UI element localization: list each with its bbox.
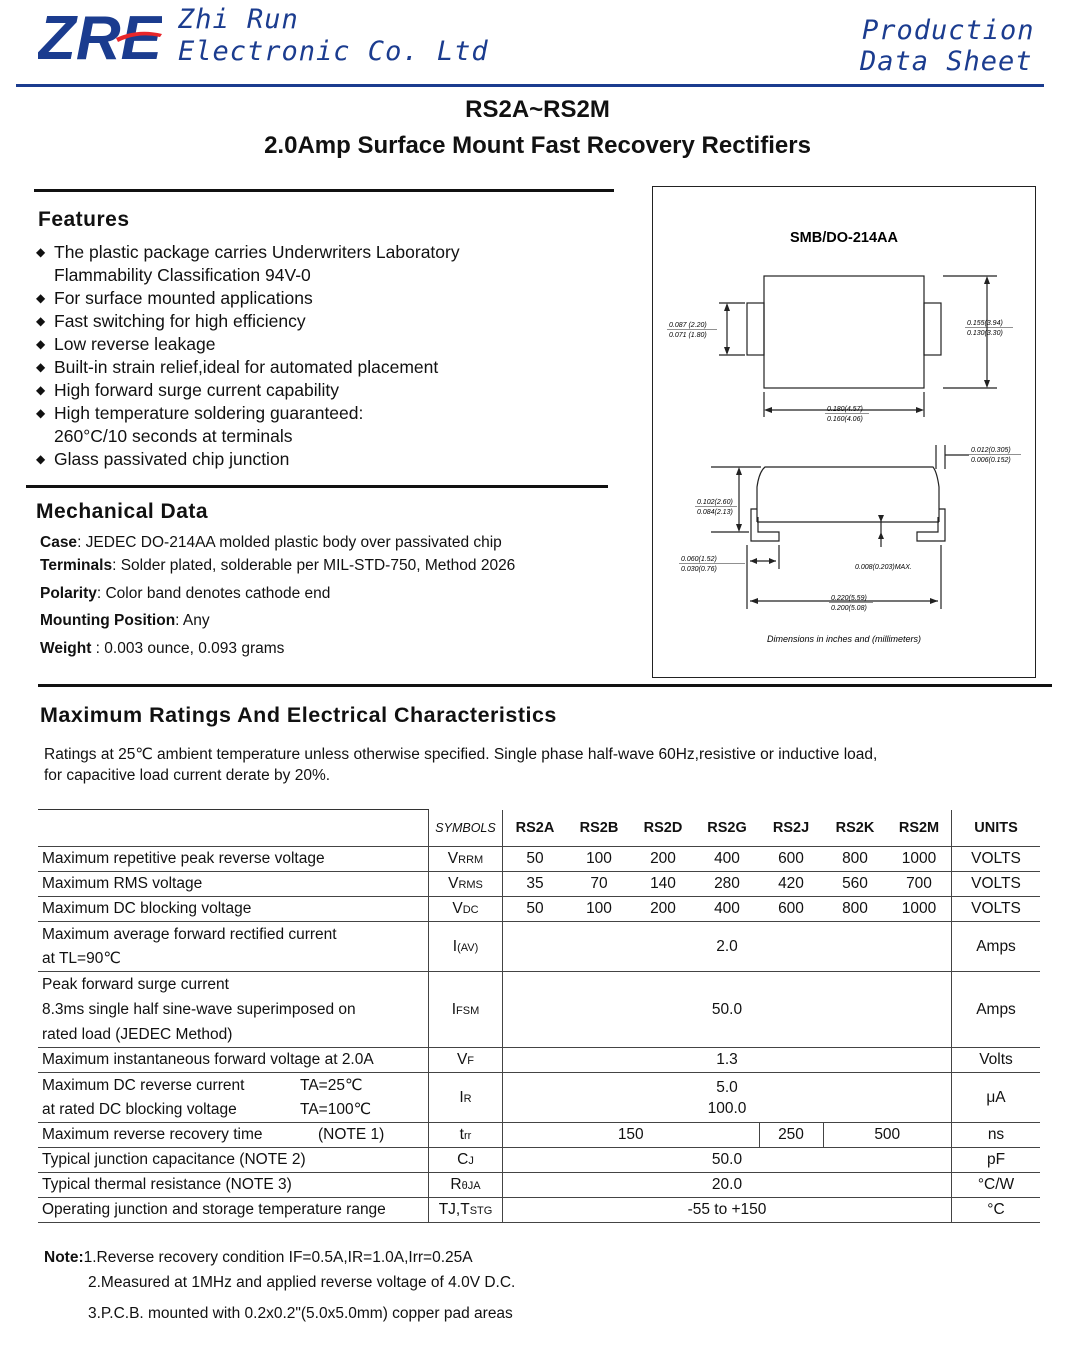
note-1: Note:1.Reverse recovery condition IF=0.5A,IR=1.0A,Irr=0.25A	[44, 1249, 473, 1266]
company-logo	[38, 4, 162, 64]
company-name-line2: Electronic Co. Ltd	[178, 36, 489, 67]
bullet-icon: ◆	[36, 406, 46, 420]
mech-weight: Weight : 0.003 ounce, 0.093 grams	[40, 640, 285, 657]
bullet-icon: ◆	[36, 245, 46, 259]
svg-text:0.220(5.59): 0.220(5.59)	[831, 595, 867, 602]
mech-case: Case: JEDEC DO-214AA molded plastic body over passivated chip	[40, 534, 502, 551]
table-row: Maximum RMS voltage VRMS 35 70 140 280 420 560 700 VOLTS	[38, 872, 1040, 897]
mechanical-heading: Mechanical Data	[36, 500, 209, 523]
table-row: Typical thermal resistance (NOTE 3) RθJA 20.0 °C/W	[38, 1173, 1040, 1198]
svg-text:0.084(2.13): 0.084(2.13)	[697, 509, 733, 516]
ratings-rule	[38, 684, 1052, 687]
logo-text: ZRE	[38, 4, 162, 64]
col-units: UNITS	[952, 810, 1041, 847]
feature-item: ◆ Glass passivated chip junction	[36, 449, 290, 469]
table-row: Operating junction and storage temperature range TJ,TSTG -55 to +150 °C	[38, 1198, 1040, 1223]
feature-item: ◆ Low reverse leakage	[36, 334, 216, 354]
bullet-icon: ◆	[36, 452, 46, 466]
mech-mounting: Mounting Position: Any	[40, 612, 210, 629]
table-row: Maximum repetitive peak reverse voltage VRRM 50 100 200 400 600 800 1000 VOLTS	[38, 847, 1040, 872]
bullet-icon: ◆	[36, 314, 46, 328]
col-symbols: SYMBOLS	[429, 810, 503, 847]
mech-polarity: Polarity: Color band denotes cathode end	[40, 585, 331, 602]
svg-text:0.008(0.203)MAX.: 0.008(0.203)MAX.	[855, 564, 912, 571]
table-row: Maximum reverse recovery time (NOTE 1) trr 150 250 500 ns	[38, 1123, 1040, 1148]
features-list	[36, 241, 460, 471]
table-row: Maximum DC blocking voltage VDC 50 100 200 400 600 800 1000 VOLTS	[38, 897, 1040, 922]
company-name-line1: Zhi Run	[178, 4, 299, 35]
svg-text:0.030(0.76): 0.030(0.76)	[681, 566, 717, 573]
product-subtitle: 2.0Amp Surface Mount Fast Recovery Rectifiers	[264, 132, 811, 159]
package-diagram	[652, 186, 1036, 678]
table-header-row: SYMBOLS RS2A RS2B RS2D RS2G RS2J RS2K RS2M UNITS	[38, 810, 1040, 847]
feature-item: ◆ High forward surge current capability	[36, 380, 339, 400]
svg-text:0.160(4.06): 0.160(4.06)	[827, 416, 863, 423]
package-name: SMB/DO-214AA	[790, 230, 898, 246]
table-row: Maximum instantaneous forward voltage at 2.0A VF 1.3 Volts	[38, 1048, 1040, 1073]
ratings-table	[38, 809, 1040, 1223]
note-2: 2.Measured at 1MHz and applied reverse voltage of 4.0V D.C.	[88, 1274, 516, 1291]
ratings-heading: Maximum Ratings And Electrical Characteristics	[40, 703, 557, 727]
features-rule	[34, 189, 614, 192]
table-row: Maximum DC reverse current TA=25℃ at rated DC blocking voltage TA=100℃ IR 5.0 100.0 μA	[38, 1073, 1040, 1123]
svg-text:0.087 (2.20): 0.087 (2.20)	[669, 322, 707, 329]
feature-item: ◆ The plastic package carries Underwriters Laboratory Flammability Classification 94V-0	[36, 242, 460, 285]
part-number-title: RS2A~RS2M	[465, 96, 610, 123]
lead-side-left	[751, 509, 779, 541]
package-body-top	[764, 276, 924, 388]
bullet-icon: ◆	[36, 337, 46, 351]
feature-item: ◆ High temperature soldering guaranteed: 260°C/10 seconds at terminals	[36, 403, 364, 446]
note-3: 3.P.C.B. mounted with 0.2x0.2"(5.0x5.0mm) copper pad areas	[88, 1305, 513, 1322]
dimension-caption: Dimensions in inches and (millimeters)	[766, 634, 922, 644]
header-rule	[16, 84, 1044, 87]
bullet-icon: ◆	[36, 383, 46, 397]
table-row: Typical junction capacitance (NOTE 2) CJ 50.0 pF	[38, 1148, 1040, 1173]
feature-item: ◆ Fast switching for high efficiency	[36, 311, 306, 331]
feature-item: ◆ For surface mounted applications	[36, 288, 313, 308]
table-row: Peak forward surge current 8.3ms single half sine-wave superimposed on rated load (JEDEC Method) IFSM 50.0 Amps	[38, 972, 1040, 1048]
svg-text:0.200(5.08): 0.200(5.08)	[831, 605, 867, 612]
svg-text:0.060(1.52): 0.060(1.52)	[681, 556, 717, 563]
svg-text:0.071 (1.80): 0.071 (1.80)	[669, 332, 707, 339]
svg-text:0.012(0.305): 0.012(0.305)	[971, 447, 1011, 454]
bullet-icon: ◆	[36, 360, 46, 374]
mech-terminals: Terminals: Solder plated, solderable per MIL-STD-750, Method 2026	[40, 557, 516, 574]
package-outline-drawing	[653, 187, 1035, 677]
package-body-side	[757, 467, 939, 522]
mechanical-rule	[26, 485, 608, 488]
svg-text:0.180(4.57): 0.180(4.57)	[827, 406, 863, 413]
svg-text:0.155(3.94): 0.155(3.94)	[967, 320, 1003, 327]
lead-right	[924, 303, 941, 355]
svg-text:0.130(3.30): 0.130(3.30)	[967, 330, 1003, 337]
lead-left	[747, 303, 764, 355]
ratings-conditions: Ratings at 25℃ ambient temperature unless otherwise specified. Single phase half-wave 60Hz,resistive or inductive load, for capacitive load current derate by 20%.	[44, 746, 878, 784]
doc-type-line2: Data Sheet	[860, 46, 1033, 77]
feature-item: ◆ Built-in strain relief,ideal for automated placement	[36, 357, 439, 377]
lead-side-right	[917, 509, 945, 541]
table-row: Maximum average forward rectified current at TL=90℃ I(AV) 2.0 Amps	[38, 922, 1040, 972]
doc-type-line1: Production	[862, 15, 1035, 46]
bullet-icon: ◆	[36, 291, 46, 305]
svg-text:0.102(2.60): 0.102(2.60)	[697, 499, 733, 506]
svg-text:0.006(0.152): 0.006(0.152)	[971, 457, 1011, 464]
features-heading: Features	[38, 208, 130, 231]
